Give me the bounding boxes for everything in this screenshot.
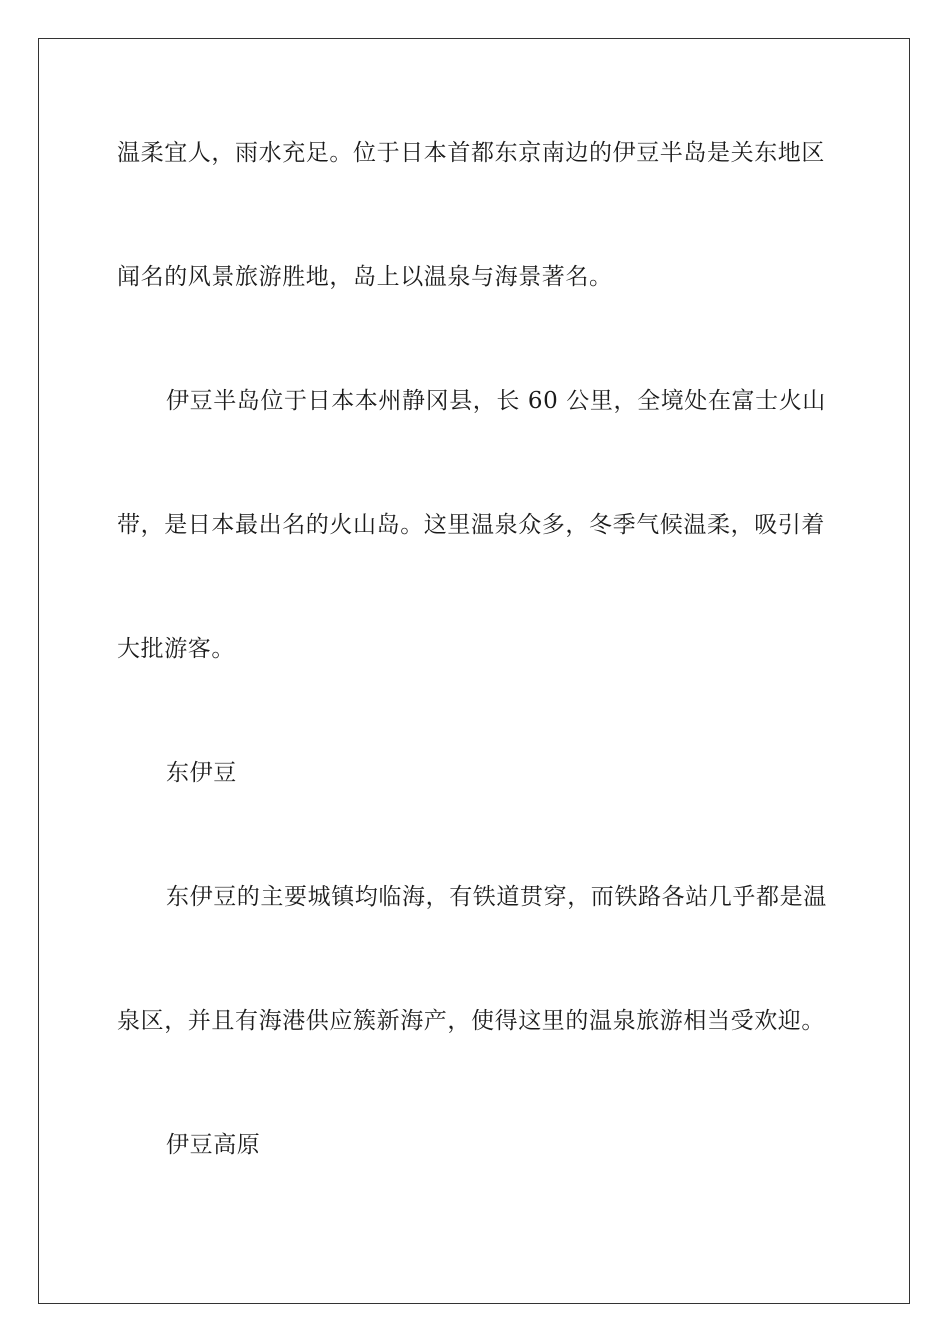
section-heading-east-izu: 东伊豆 bbox=[166, 760, 237, 786]
paragraph-3-line-2: 泉区，并且有海港供应簇新海产，使得这里的温泉旅游相当受欢迎。 bbox=[117, 1008, 825, 1034]
paragraph-1-line-2: 闻名的风景旅游胜地，岛上以温泉与海景著名。 bbox=[117, 264, 613, 290]
paragraph-2-line-1: 伊豆半岛位于日本本州静冈县，长 60 公里，全境处在富士火山 bbox=[166, 388, 826, 414]
paragraph-2-line-2: 带，是日本最出名的火山岛。这里温泉众多，冬季气候温柔，吸引着 bbox=[117, 512, 825, 538]
paragraph-2-line-3: 大批游客。 bbox=[117, 636, 235, 662]
page-border bbox=[38, 38, 910, 1304]
paragraph-1-line-1: 温柔宜人，雨水充足。位于日本首都东京南边的伊豆半岛是关东地区 bbox=[117, 140, 825, 166]
section-heading-izu-plateau: 伊豆高原 bbox=[166, 1132, 261, 1158]
paragraph-3-line-1: 东伊豆的主要城镇均临海，有铁道贯穿，而铁路各站几乎都是温 bbox=[166, 884, 827, 910]
